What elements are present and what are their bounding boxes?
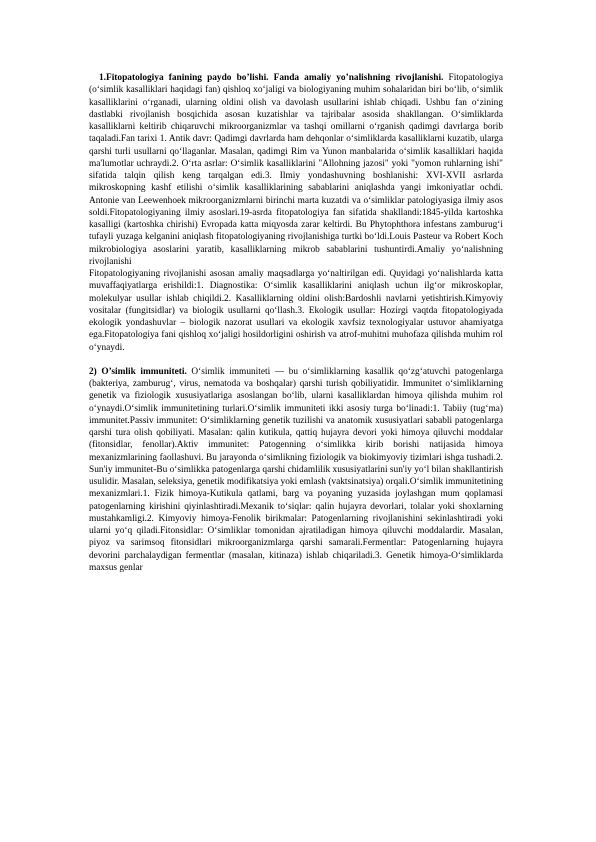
section-1-body-2: Fitopatologiyaning rivojlanishi asosan amaliy maqsadlarga yo‘naltirilgan edi. Quyidagi yo‘nalishlarda katta muvaffaqiyatlarga erishildi:1. Diagnostika: O‘simlik kasalliklarini aniqlash uchun ilg‘or mikroskoplar, molekulyar usullar ishlab chiqildi.2. Kasalliklarning oldini olish:Bardoshli navlarni yetishtirish.Kimyoviy vositalar (fungitsidlar) va biologik usullarni qo‘llash.3. Ekologik usullar: Hozirgi vaqtda fitopatologiyada ekologik yondashuvlar – biologik nazorat usullari va ekologik xavfsiz texnologiyalar ustuvor ahamiyatga ega.Fitopatologiya fani qishloq xo‘jaligi hosildorligini oshirish va atrof-muhitni muhofaza qilishda muhim rol o‘ynaydi. — [89, 269, 503, 353]
document-page — [89, 72, 503, 574]
paragraph-gap — [89, 354, 503, 366]
section-1-paragraph — [89, 72, 503, 268]
section-2-heading: 2) O’simlik immuniteti. — [89, 366, 187, 377]
section-1-body: Fitopatologiya (o‘simlik kasalliklari haqidagi fan) qishloq xo‘jaligi va biologiyaning muhim sohalaridan biri bo‘lib, o‘simlik kasalliklarini o‘rganadi, ularning oldini olish va davolash usullarini ishlab chiqadi. Ushbu fan o‘zining dastlabki rivojlanish bosqichida asosan kuzatishlar va tajribalar asosida shakllangan. O‘simliklarda kasalliklarni keltirib chiqaruvchi mikroorganizmlar va tashqi omillarni o‘rganish qadimgi davrlarga borib taqaladi.Fan tarixi 1. Antik davr: Qadimgi davrlarda ham dehqonlar o‘simliklarda kasalliklarni kuzatib, ularga qarshi turli usullarni qo‘llaganlar. Masalan, qadimgi Rim va Yunon manbalarida o‘simlik kasalliklari haqida ma'lumotlar uchraydi.2. O‘rta asrlar: O‘simlik kasalliklarini "Allohning jazosi" yoki "yomon ruhlarning ishi" sifatida talqin qilish keng tarqalgan edi.3. Ilmiy yondashuvning boshlanishi: XVI-XVII asrlarda mikroskopning kashf etilishi o‘simlik kasalliklarining sabablarini aniqlashda yangi imkoniyatlar ochdi. Antonie van Leewenhoek mikroorganizmlarni birinchi marta kuzatdi va o‘simliklar patologiyasiga ilmiy asos soldi.Fitopatologiyaning ilmiy asoslari.19-asrda fitopatologiya fan sifatida shakllandi:1845-yilda kartoshka kasalligi (kartoshka chirishi) Evropada katta miqyosda zarar keltirdi. Bu Phytophthora infestans zamburug‘i tufayli yuzaga kelganini aniqlash fitopatologiyaning rivojlanishiga turtki bo‘ldi.Louis Pasteur va Robert Koch mikrobiologiya asoslarini yaratib, kasalliklarning mikrob sabablarini tushuntirdi.Amaliy yo‘nalishning rivojlanishi — [89, 73, 503, 267]
section-2-paragraph — [89, 366, 503, 574]
section-2-body: O‘simlik immuniteti — bu o‘simliklarning kasallik qo‘zg‘atuvchi patogenlarga (bakteriya, zamburug‘, virus, nematoda va boshqalar) qarshi turish qobiliyatidir. Immunitet o‘simliklarning genetik va fiziologik xususiyatlariga asoslangan bo‘lib, ularni kasalliklardan himoya qilishda muhim rol o‘ynaydi.O‘simlik immunitetining turlari.O‘simlik immuniteti ikki asosiy turga bo‘linadi:1. Tabiiy (tug‘ma) immunitet.Passiv immunitet: O‘simliklarning genetik tuzilishi va anatomik xususiyatlari sababli patogenlarga qarshi tura olish qobiliyati. Masalan: qalin kutikula, qattiq hujayra devori yoki himoya qiluvchi moddalar (fitonsidlar, fenollar).Aktiv immunitet: Patogenning o‘simlikka kirib borishi natijasida himoya mexanizmlarining faollashuvi. Bu jarayonda o‘simlikning fiziologik va biokimyoviy tizimlari ishga tushadi.2. Sun'iy immunitet-Bu o‘simlikka patogenlarga qarshi chidamlilik xususiyatlarini sun'iy yo‘l bilan shakllantirish usulidir. Masalan, seleksiya, genetik modifikatsiya yoki emlash (vaktsinatsiya) orqali.O‘simlik immunitetining mexanizmlari.1. Fizik himoya-Kutikula qatlami, barg va poyaning yuzasida joylashgan mum qoplamasi patogenlarning kirishini qiyinlashtiradi.Mexanik to‘siqlar: qalin hujayra devorlari, tolalar yoki shoxlarning mustahkamligi.2. Kimyoviy himoya-Fenolik birikmalar: Patogenlarning rivojlanishini sekinlashtiradi yoki ularni yo‘q qiladi.Fitonsidlar: O‘simliklar tomonidan ajratiladigan himoya qiluvchi moddalardir. Masalan, piyoz va sarimsoq fitonsidlari mikroorganizmlarga qarshi samarali.Fermentlar: Patogenlarning hujayra devorini parchalaydigan fermentlar (masalan, kitinaza) ishlab chiqariladi.3. Genetik himoya-O‘simliklarda maxsus genlar — [89, 366, 503, 573]
section-1-paragraph-2 — [89, 268, 503, 354]
section-1-heading: 1.Fitopatologiya fanining paydo bo’lishi. Fanda amaliy yo’nalishning rivojlanishi. — [99, 73, 444, 83]
